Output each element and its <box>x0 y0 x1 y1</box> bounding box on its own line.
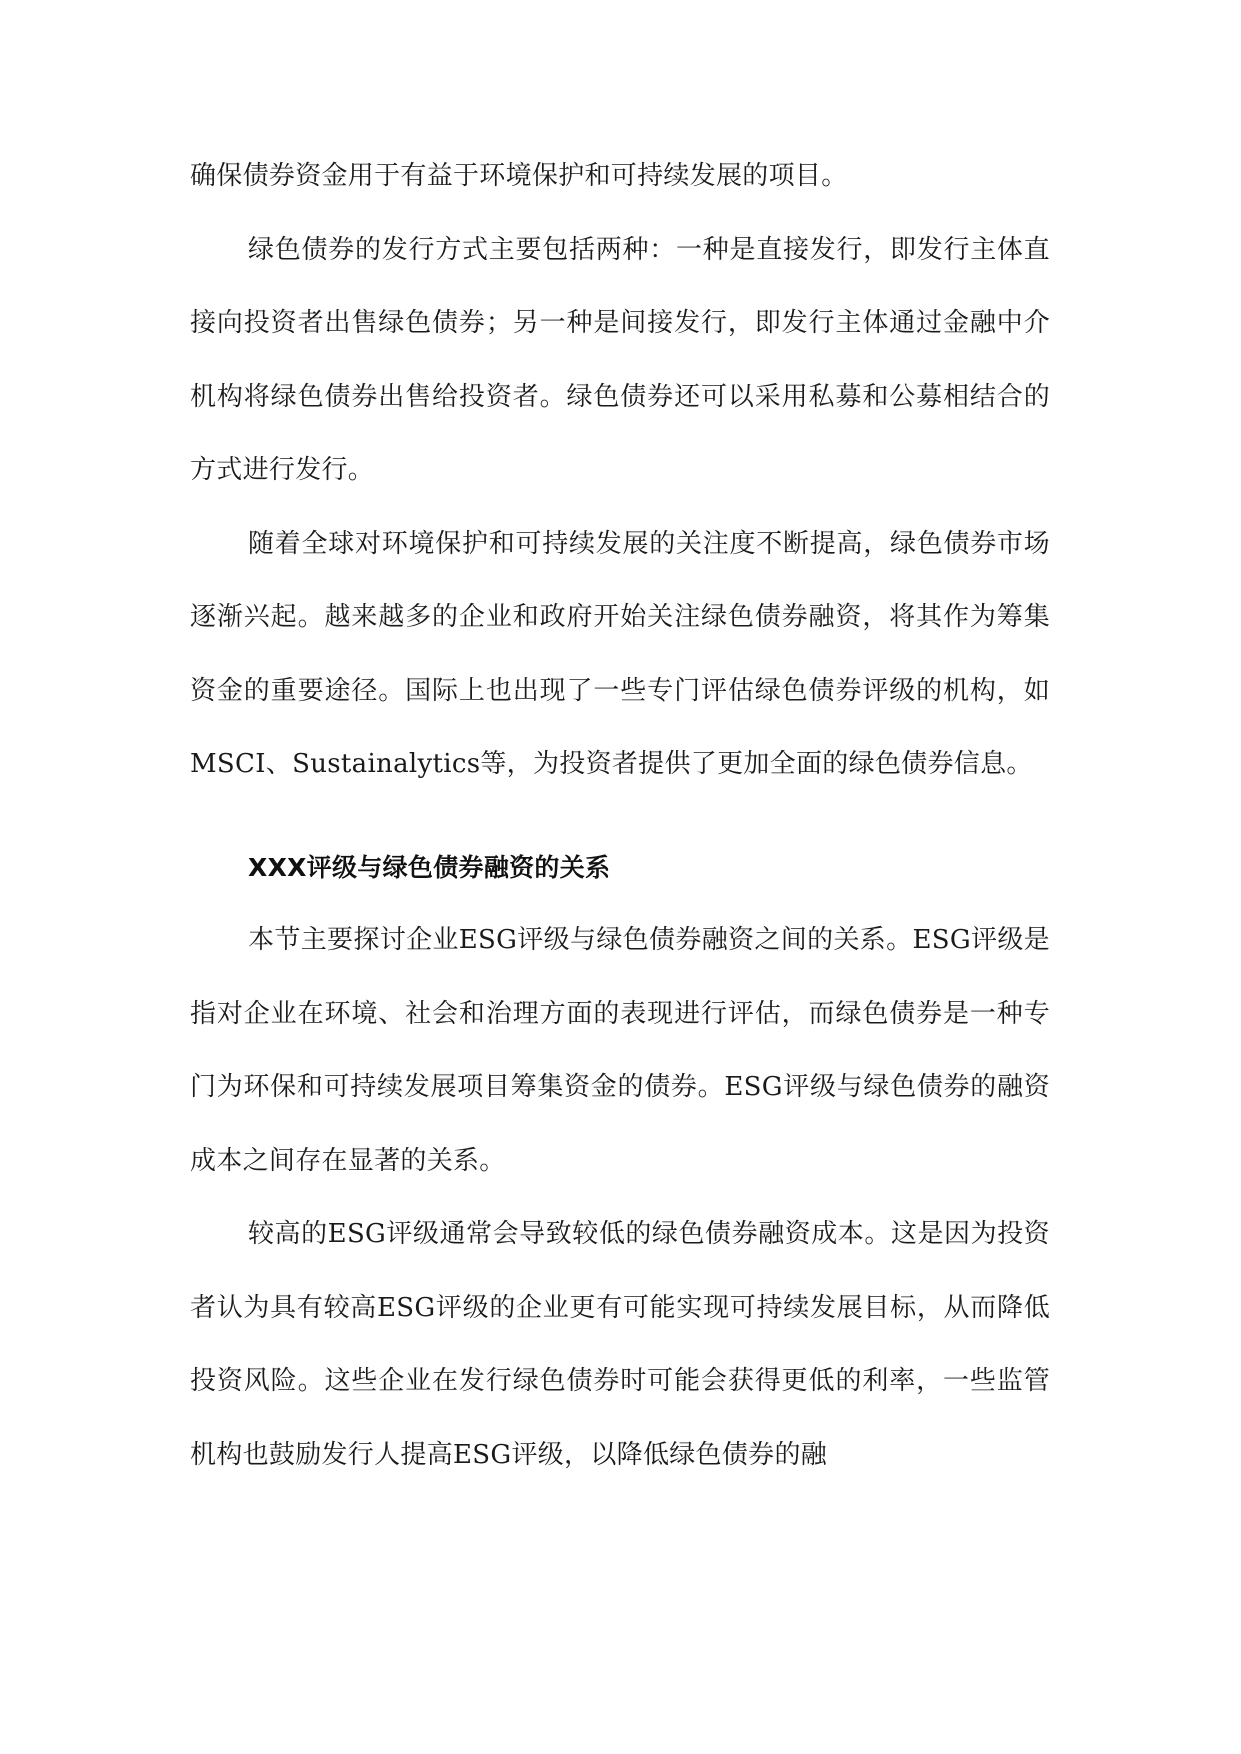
section-heading: XXX评级与绿色债券融资的关系 <box>248 852 611 882</box>
paragraph-continuation: 确保债券资金用于有益于环境保护和可持续发展的项目。 <box>190 161 848 191</box>
paragraph-esg-cost: 较高的ESG评级通常会导致较低的绿色债券融资成本。这是因为投资者认为具有较高ESG评级的企业更有可能实现可持续发展目标，从而降低投资风险。这些企业在发行绿色债券时可能会获得更低的利率，一些监管机构也鼓励发行人提高ESG评级，以降低绿色债券的融 <box>190 1219 1050 1470</box>
paragraph-section-intro: 本节主要探讨企业ESG评级与绿色债券融资之间的关系。ESG评级是指对企业在环境、社会和治理方面的表现进行评估，而绿色债券是一种专门为环保和可持续发展项目筹集资金的债券。ESG评级与绿色债券的融资成本之间存在显著的关系。 <box>190 925 1050 1176</box>
document-body <box>190 140 1050 1492</box>
paragraph-market-rise: 随着全球对环境保护和可持续发展的关注度不断提高，绿色债券市场逐渐兴起。越来越多的企业和政府开始关注绿色债券融资，将其作为筹集资金的重要途径。国际上也出现了一些专门评估绿色债券评级的机构，如MSCI、Sustainalytics等，为投资者提供了更加全面的绿色债券信息。 <box>190 528 1050 779</box>
paragraph-issuance-methods: 绿色债券的发行方式主要包括两种：一种是直接发行，即发行主体直接向投资者出售绿色债券；另一种是间接发行，即发行主体通过金融中介机构将绿色债券出售给投资者。绿色债券还可以采用私募和公募相结合的方式进行发行。 <box>190 234 1050 485</box>
